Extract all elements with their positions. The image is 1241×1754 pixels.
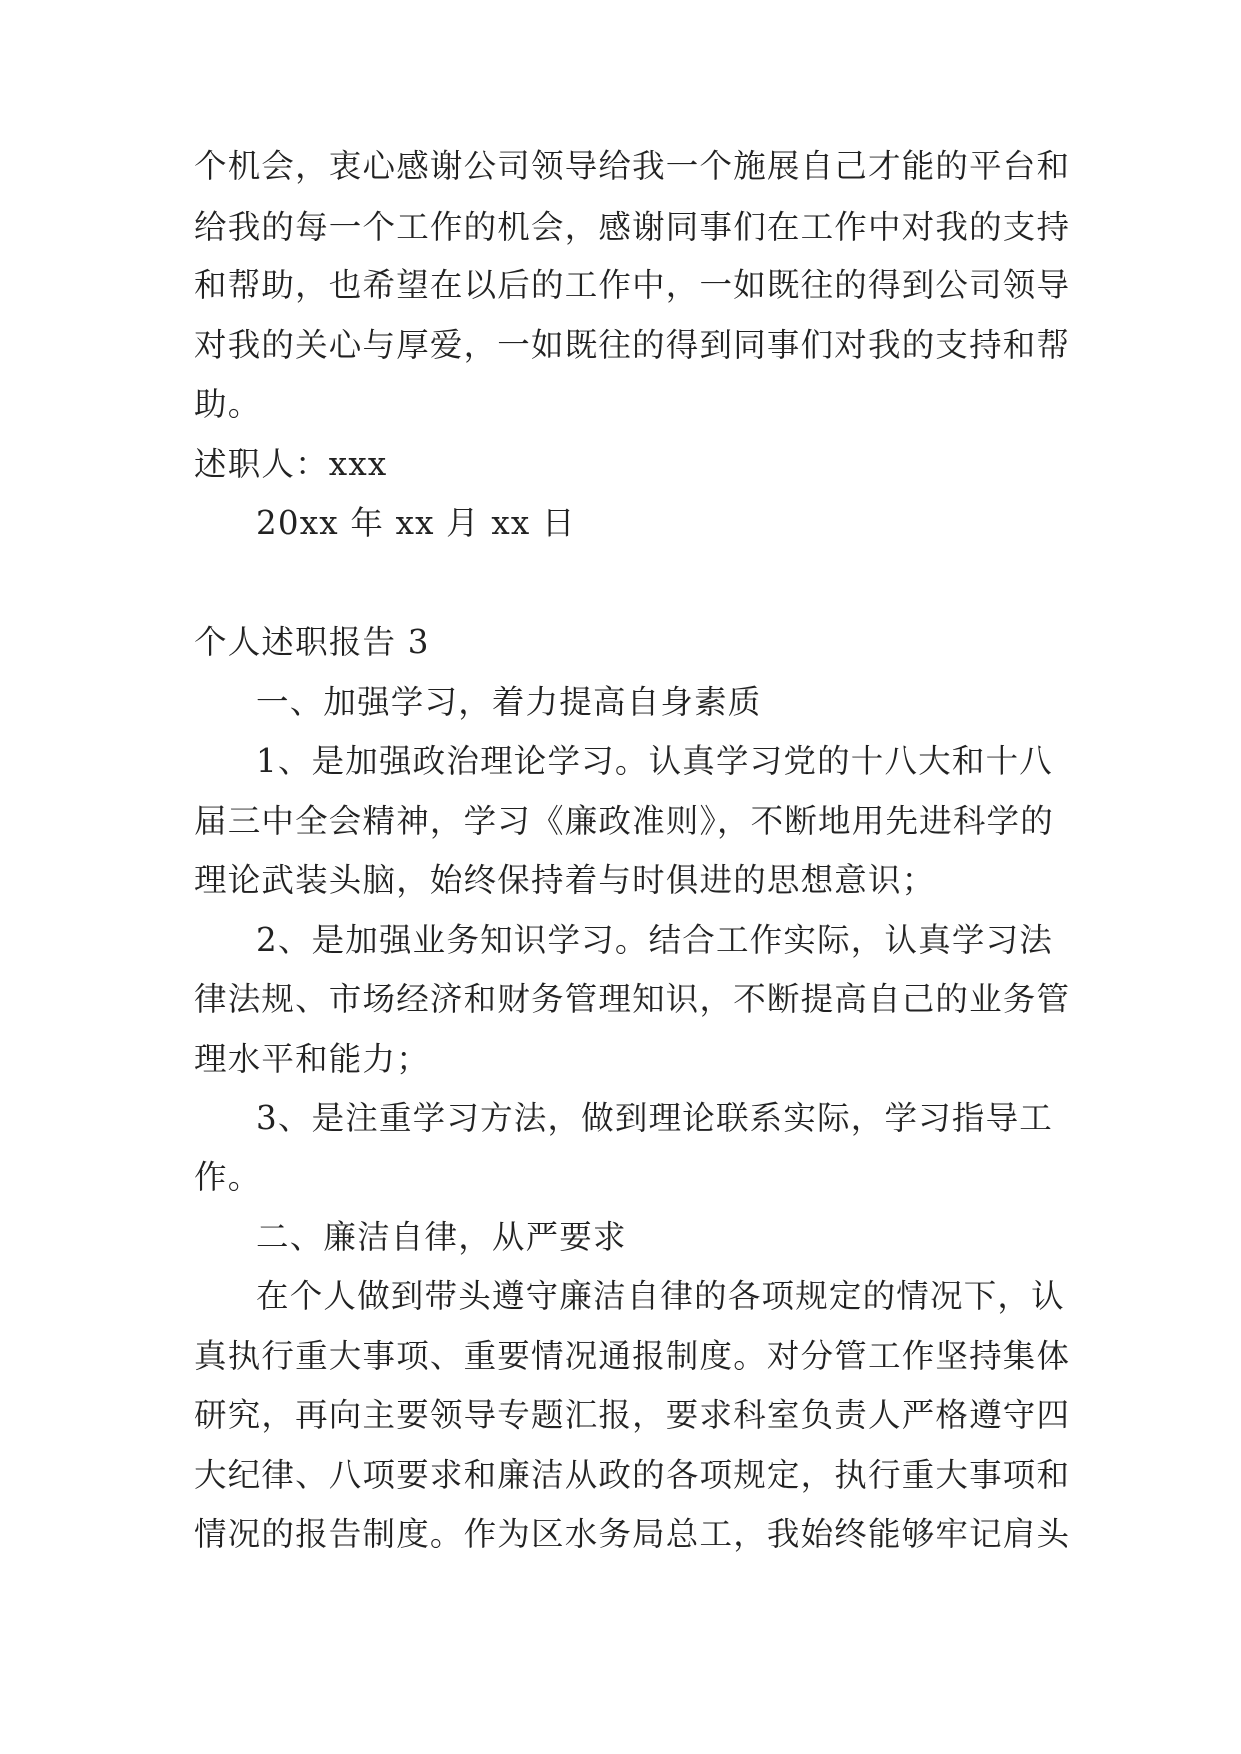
text-line: 届三中全会精神，学习《廉政准则》，不断地用先进科学的 xyxy=(194,802,1054,840)
text-line: 大纪律、八项要求和廉洁从政的各项规定，执行重大事项和 xyxy=(194,1456,1071,1494)
text-line: 情况的报告制度。作为区水务局总工，我始终能够牢记肩头 xyxy=(194,1515,1071,1553)
text-line: 作。 xyxy=(194,1158,262,1196)
heading-1: 一、加强学习，着力提高自身素质 xyxy=(256,683,762,721)
section-title: 个人述职报告 3 xyxy=(194,623,430,661)
text-line: 在个人做到带头遵守廉洁自律的各项规定的情况下，认 xyxy=(256,1277,1065,1315)
text-line: 真执行重大事项、重要情况通报制度。对分管工作坚持集体 xyxy=(194,1337,1071,1375)
text-line: 助。 xyxy=(194,385,262,423)
text-line: 理水平和能力； xyxy=(194,1040,430,1078)
text-line: 理论武装头脑，始终保持着与时俱进的思想意识； xyxy=(194,861,936,899)
text-line: 2、是加强业务知识学习。结合工作实际，认真学习法 xyxy=(256,921,1053,959)
text-line: 律法规、市场经济和财务管理知识，不断提高自己的业务管 xyxy=(194,980,1071,1018)
text-line: 给我的每一个工作的机会，感谢同事们在工作中对我的支持 xyxy=(194,208,1071,246)
date-line: 20xx 年 xx 月 xx 日 xyxy=(256,504,576,542)
text-line: 对我的关心与厚爱，一如既往的得到同事们对我的支持和帮 xyxy=(194,326,1071,364)
text-line: 和帮助，也希望在以后的工作中，一如既往的得到公司领导 xyxy=(194,266,1071,304)
text-line: 研究，再向主要领导专题汇报，要求科室负责人严格遵守四 xyxy=(194,1396,1071,1434)
text-line: 1、是加强政治理论学习。认真学习党的十八大和十八 xyxy=(256,742,1053,780)
heading-2: 二、廉洁自律，从严要求 xyxy=(256,1218,627,1256)
signer-line: 述职人：xxx xyxy=(194,445,388,483)
text-line: 3、是注重学习方法，做到理论联系实际，学习指导工 xyxy=(256,1099,1053,1137)
text-line: 个机会，衷心感谢公司领导给我一个施展自己才能的平台和 xyxy=(194,147,1071,185)
